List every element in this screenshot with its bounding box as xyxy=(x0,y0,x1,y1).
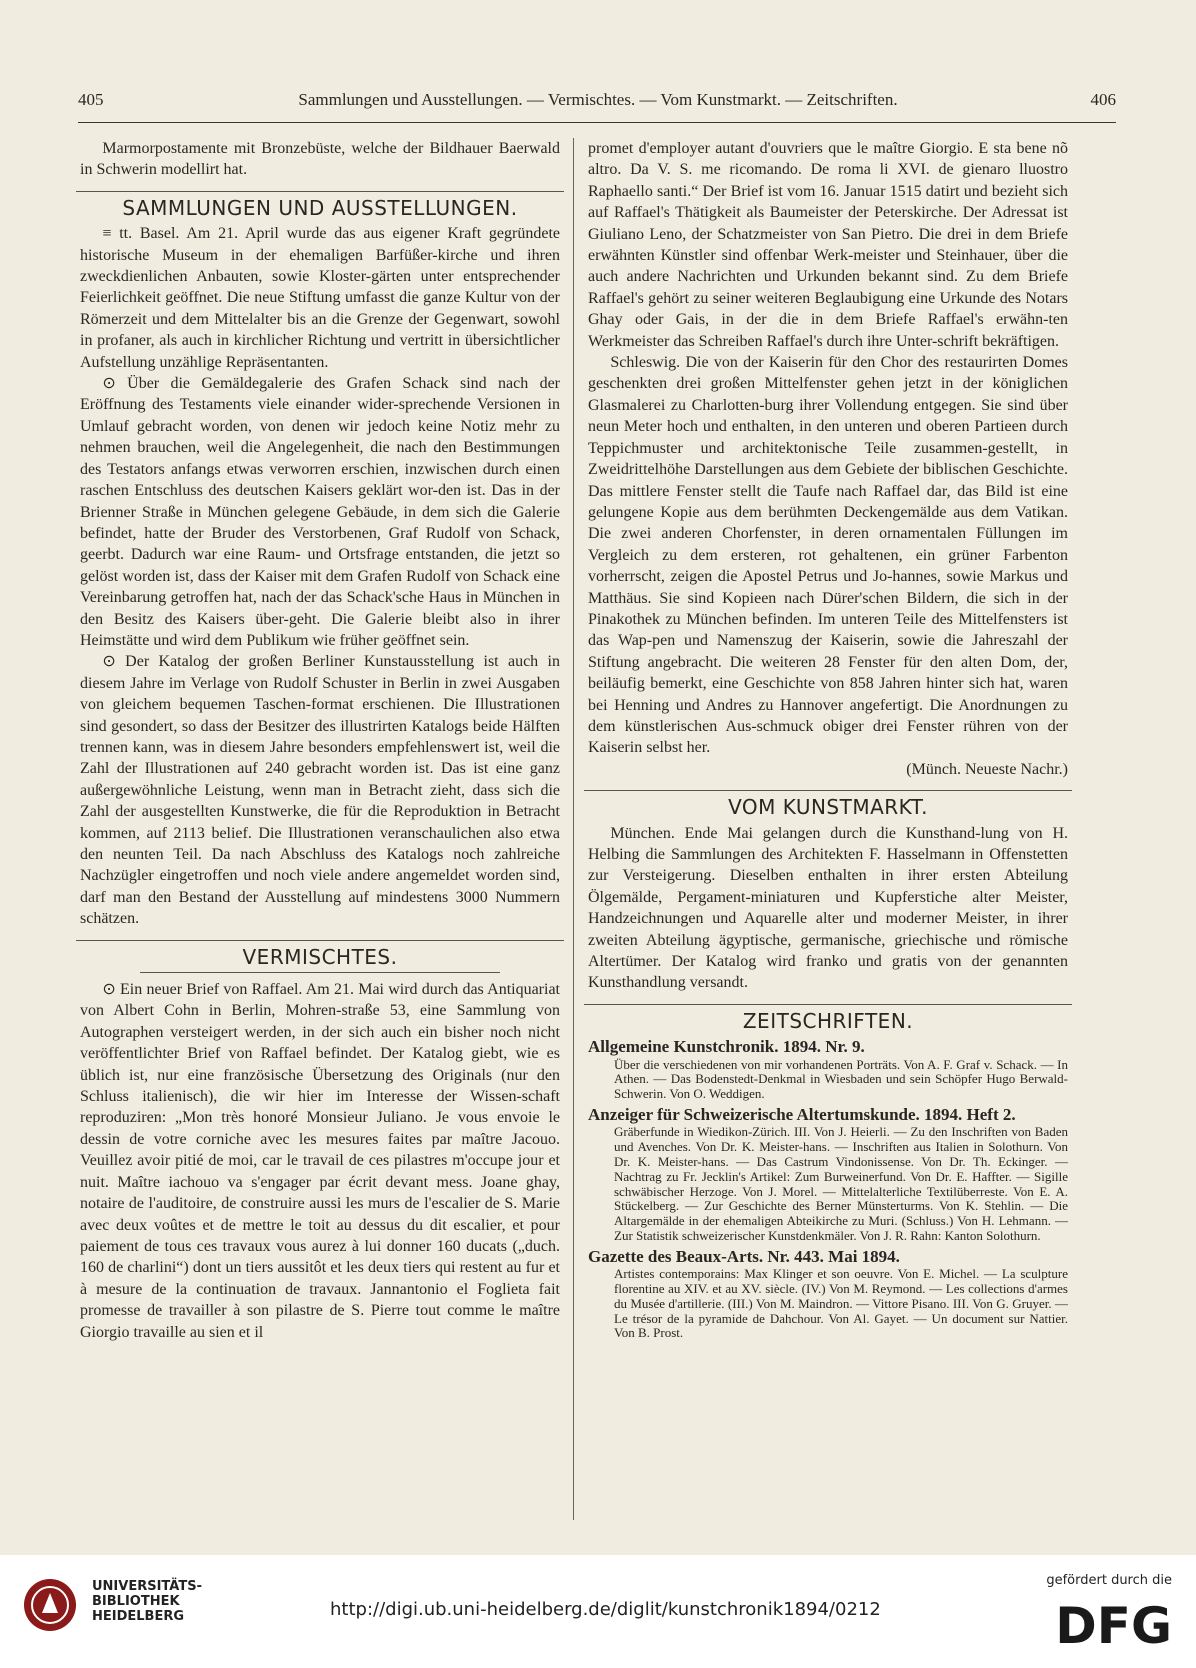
page-number-left: 405 xyxy=(78,90,104,109)
section-heading-kunstmarkt: VOM KUNSTMARKT. xyxy=(728,795,928,820)
left-column xyxy=(80,138,560,1343)
digitization-footer xyxy=(0,1555,1196,1668)
section-heading-sammlungen: SAMMLUNGEN UND AUSSTELLUNGEN. xyxy=(122,195,518,220)
journal-entry xyxy=(588,1246,1068,1341)
dfg-logo-icon xyxy=(1032,1597,1172,1649)
section-divider xyxy=(140,972,500,973)
journal-title: Gazette des Beaux-Arts. Nr. 443. Mai 1894. xyxy=(588,1246,900,1266)
sponsor-caption: gefördert durch die xyxy=(1046,1573,1172,1588)
section-heading-zeitschriften: ZEITSCHRIFTEN. xyxy=(742,1008,914,1033)
journal-contents: Über die verschiedenen von mir vorhandenen Porträts. Von A. F. Graf v. Schack. — In Athen. — Das Bodenstedt-Denkmal in Wiesbaden und sein Schöpfer Hugo Berwald-Schwerin. Von O. Weddigen. xyxy=(614,1056,1068,1102)
header-rule xyxy=(78,122,1116,123)
journal-title: Anzeiger für Schweizerische Altertumskunde. 1894. Heft 2. xyxy=(588,1105,1016,1125)
paragraph-schack: ⊙ Über die Gemäldegalerie des Grafen Schack sind nach der Eröffnung des Testaments viele einander wider-sprechende Versionen in Umlauf gebracht worden, von denen wir jedoch keine Notiz mehr zu nehmen brauchen, weil die Angelegenheit, die nach den Bestimmungen des Testators anfangs etwas verworren erschien, inzwischen durch einen raschen Entschluss des deutschen Kaisers geklärt wor-den ist. Das in der Brienner Straße in München gelegene Gebäude, in dem sich die Galerie befindet, hatte der Bruder des Verstorbenen, Graf Rudolf von Schack, geerbt. Dadurch war eine Raum- und Ortsfrage entstanden, die jetzt so gelöst worden ist, dass der Kaiser mit dem Grafen Rudolf von Schack eine Vereinbarung getroffen hat, nach der das Schack'sche Haus in München in den Besitz des Kaisers über-geht. Die Galerie bleibt also in ihrer Heimstätte und wird dem Publikum wie früher geöffnet sein. xyxy=(80,375,560,649)
paragraph-katalog: ⊙ Der Katalog der großen Berliner Kunstausstellung ist auch in diesem Jahre im Verlage von Rudolf Schuster in Berlin in zwei Ausgaben von gleichem bequemen Taschen-format erschienen. Die Illustrationen sind gesondert, so dass der Besitzer des illustrirten Katalogs beide Hälften trennen kann, was in diesem Jahre besonders empfehlenswert ist, weil die Zahl der Illustrationen auf 240 gebracht worden ist. Das ist eine ganz außergewöhnliche Leistung, wenn man in Betracht zieht, dass sich die Zahl der ausgestellten Kunstwerke, die für die Reproduktion in Betracht kommen, auf 2113 belief. Die Illustrationen veranschaulichen also etwa den neunten Teil. Da nach Abschluss des Katalogs noch zahlreiche Nachzügler eingetroffen und noch viele andere angemeldet worden sind, darf man den Bestand der Ausstellung auf mindestens 3000 Nummern schätzen. xyxy=(80,653,560,928)
paragraph-brief-continued: promet d'employer autant d'ouvriers que le maître Giorgio. E sta bene nõ altro. Da V. S. me ricomando. De roma li XVI. de gienaro lluostro Raphaello santi.“ Der Brief ist vom 16. Januar 1515 datirt und bezieht sich auf Raffael's Thätigkeit als Baumeister der Peterskirche. Der Adressat ist Giuliano Leno, der Schatzmeister von San Pietro. Die drei in dem Briefe erwähnten Künstler sind offenbar Werk-meister und Steinhauer, über die auch andere Nachrichten und Urkunden bekannt sind. Zu dem Briefe Raffael's gehört zu seiner weiteren Beglaubigung eine Urkunde des Notars Ghay oder Gais, in der die in dem Briefe Raffael's erwähn-ten Werkmeister das Schreiben Raffael's durch ihre Unter-schrift bekräftigen. xyxy=(588,140,1068,350)
journal-contents: Artistes contemporains: Max Klinger et son oeuvre. Von E. Michel. — La sculpture florentine au XIV. et au XV. siècle. (IV.) Von M. Reymond. — Les collections d'armes du Musée d'artillerie. (III.) Von M. Maindron. — Vittore Pisano. III. Von G. Gruyer. — Le trésor de la pyramide de Dahchour. Von Al. Gayet. — Un document sur Nattier. Von B. Prost. xyxy=(614,1266,1068,1341)
journal-entry xyxy=(588,1104,1068,1244)
source-citation: (Münch. Neueste Nachr.) xyxy=(906,760,1068,778)
permalink-url[interactable]: http://digi.ub.uni-heidelberg.de/diglit/kunstchronik1894/0212 xyxy=(330,1599,881,1620)
column-rule xyxy=(573,138,574,1520)
svg-text:DFG: DFG xyxy=(1055,1597,1172,1649)
journal-title: Allgemeine Kunstchronik. 1894. Nr. 9. xyxy=(588,1037,865,1057)
section-divider xyxy=(584,790,1072,791)
section-divider xyxy=(584,1004,1072,1005)
page-number-right: 406 xyxy=(1090,90,1116,109)
paragraph-muenchen: München. Ende Mai gelangen durch die Kunsthand-lung von H. Helbing die Sammlungen des Architekten F. Hasselmann in Offenstetten zur Versteigerung. Dieselben enthalten in ihrer ersten Abteilung Ölgemälde, Pergament-miniaturen und Kupferstiche alter Meister, Handzeichnungen und Aquarelle alter und moderner Meister, in ihrer zweiten Abteilung ägyptische, germanische, griechische und römische Altertümer. Der Katalog wird franko und gratis von der genannten Kunsthandlung versandt. xyxy=(588,824,1068,992)
running-head xyxy=(78,90,1116,116)
paragraph-schleswig: Schleswig. Die von der Kaiserin für den Chor des restaurirten Domes geschenkten drei großen Mittelfenster gehen jetzt in der königlichen Glasmalerei zu Charlotten-burg ihrer Vollendung entgegen. Sie sind über neun Meter hoch und enthalten, in den unteren und oberen Partieen durch Teppichmuster und architektonische Teile zusammen-gestellt, in Zweidrittelhöhe Darstellungen aus dem Gebiete der biblischen Geschichte. Das mittlere Fenster stellt die Taufe nach Raffael dar, das Bild ist eine gelungene Kopie aus dem berühmten Deckengemälde aus dem Vatikan. Die zwei anderen Chorfenster, in deren ornamentalen Füllungen im Vergleich zu dem ersteren, rot gehaltenen, ein grüner Farbenton vorherrscht, zeigen die Apostel Petrus und Jo-hannes, sowie Markus und Matthäus. Sie sind Kopieen nach Dürer'schen Bildern, die sich in der Pinakothek zu München befinden. Im unteren Teile des Mittelfensters ist das Wap-pen und Namenszug der Kaiserin, sowie die Jahreszahl der Stiftung angebracht. Die weiteren 28 Fenster für den alten Dom, der, beiläufig bemerkt, eine Geschichte von 858 Jahren hinter sich hat, waren bei Henning und Andres zu Hannover angefertigt. Die Anordnungen zu dem künstlerischen Aus-schmuck obiger drei Fenster rühren von der Kaiserin selbst her. xyxy=(588,354,1068,757)
library-name: UNIVERSITÄTS- BIBLIOTHEK HEIDELBERG xyxy=(92,1579,202,1624)
university-seal-icon xyxy=(22,1577,78,1633)
journal-entry xyxy=(588,1036,1068,1102)
section-divider xyxy=(76,940,564,941)
section-heading-vermischtes: VERMISCHTES. xyxy=(242,944,398,969)
paragraph-basel: ≡ tt. Basel. Am 21. April wurde das aus eigener Kraft gegründete historische Museum in der ehemaligen Barfüßer-kirche und ihren zweckdienlichen Anbauten, sowie Kloster-gärten unter entsprechender Feierlichkeit geöffnet. Die neue Stiftung umfasst die ganze Kultur von der Römerzeit und dem Mittelalter bis an die Grenze der Gegenwart, sowohl in profaner, als auch in kirchlicher Richtung und vertritt in übersichtlicher Aufstellung unzählige Repräsentanten. xyxy=(80,225,560,371)
right-column xyxy=(588,138,1068,1341)
intro-paragraph: Marmorpostamente mit Bronzebüste, welche der Bildhauer Baerwald in Schwerin modellirt hat. xyxy=(80,140,560,179)
journal-contents: Gräberfunde in Wiedikon-Zürich. III. Von J. Heierli. — Zu den Inschriften von Baden und Avenches. Von Dr. K. Meister-hans. — Inschriften aus Italien in Solothurn. Von Dr. K. Meister-hans. — Das Castrum Vindonissense. Von Dr. Th. Eckinger. — Nachtrag zu Fr. Jecklin's Artikel: Zum Burweinerfund. Von Dr. E. Haffter. — Sigille schwäbischer Herzoge. Von J. Morel. — Mittelalterliche Textilüberreste. Von E. A. Stückelberg. — Zur Geschichte des Berner Münsterturms. Von K. Stehlin. — Die Altargemälde in der ehemaligen Abteikirche zu Muri. (Schluss.) Von H. Lehmann. — Zur Statistik schweizerischer Kunstdenkmäler. Von J. R. Rahn: Kanton Solothurn. xyxy=(614,1124,1068,1244)
section-divider xyxy=(76,191,564,192)
running-title: Sammlungen und Ausstellungen. — Vermischtes. — Vom Kunstmarkt. — Zeitschriften. xyxy=(298,90,898,109)
paragraph-raffael-brief: ⊙ Ein neuer Brief von Raffael. Am 21. Mai wird durch das Antiquariat von Albert Cohn in Berlin, Mohren-straße 53, eine Sammlung von Autographen versteigert werden, in der sich auch ein bisher noch nicht veröffentlichter Brief von Raffael befindet. Der Katalog giebt, wie es üblich ist, nur eine französische Übersetzung des Originals (nur den Schluss italienisch), die wir hier im Interesse der Wissen-schaft reproduziren: „Mon très honoré Monsieur Juliano. Je vous envoie le dessin de votre corniche avec les mesures faites par maître Jacouo. Veuillez avoir pitié de moi, car le travail de ces pilastres m'occupe jour et nuit. Maître iachouo va s'engager par écrit devant mess. Joane ghay, notaire de l'auditoire, de construire aussi les murs de l'escalier de S. Marie avec deux voûtes et de mettre le toit au dessus du dit escalier, et pour paiement de tous ces travaux vous aurez à lui donner 160 ducats („duch. 160 de charlini“) dont un tiers aussitôt et les deux tiers qui restent au fur et à mesure de la continuation de travaux. Jannantonio el Foglieta fait promesse de travailler à son pilastre de S. Pierre tout comme le maître Giorgio travaille au sien et il xyxy=(80,981,560,1341)
